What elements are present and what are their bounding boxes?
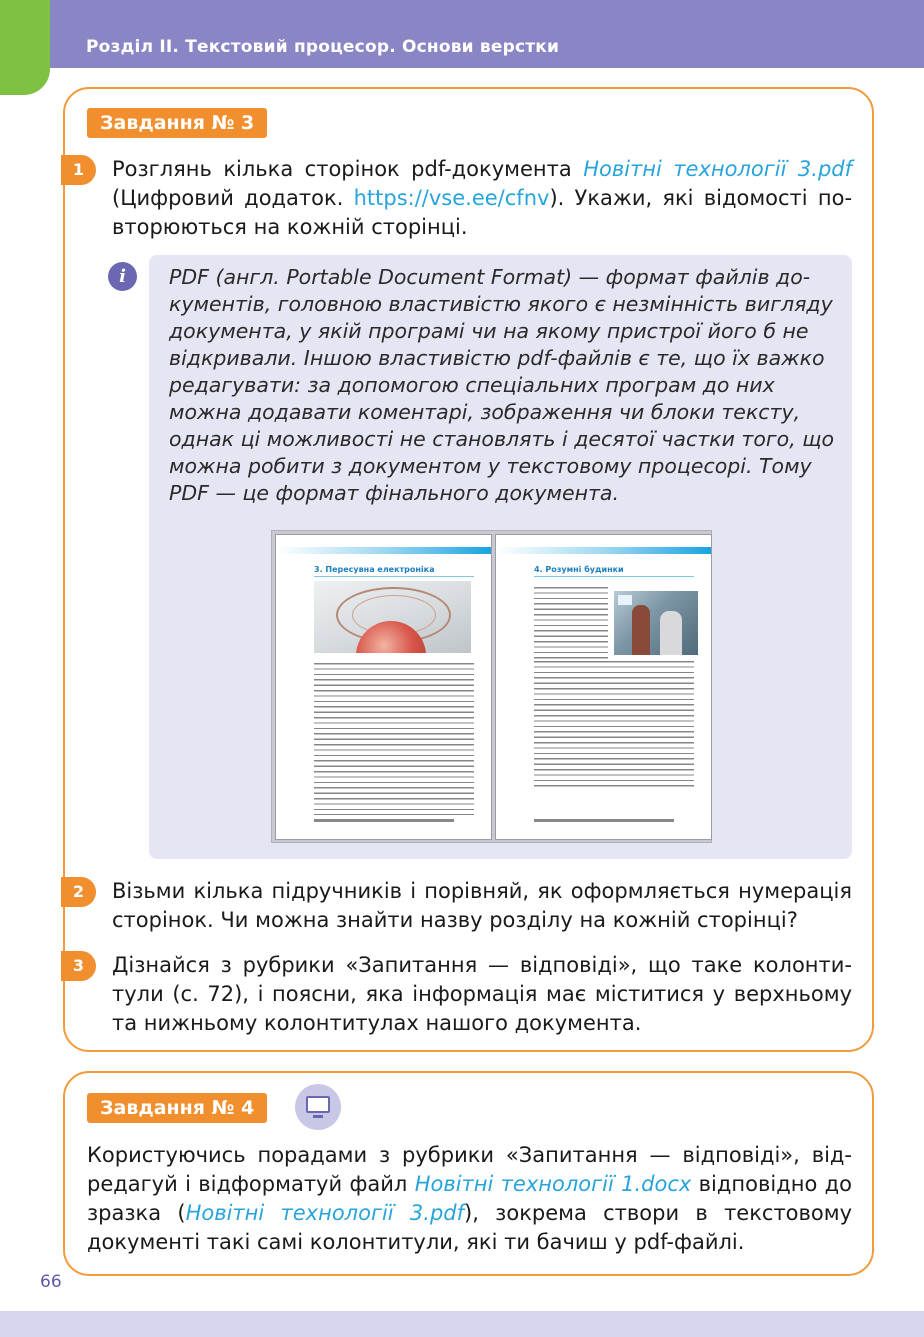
- info-panel: [149, 255, 852, 859]
- chapter-title: Розділ ІІ. Текстовий процесор. Основи верстки: [86, 37, 560, 57]
- pdf-left-body-text: [314, 663, 474, 815]
- pdf-right-body-text-top: [534, 587, 608, 659]
- file-link-new-tech-3-pdf[interactable]: Новітні технології 3.pdf: [583, 157, 852, 181]
- footer-bar: [0, 1311, 924, 1337]
- pdf-header-decor: [496, 547, 711, 554]
- file-link-new-tech-1-docx[interactable]: Новітні технології 1.docx: [414, 1172, 692, 1196]
- pdf-title-underline: [534, 576, 694, 577]
- smart-home-photo: [614, 591, 698, 655]
- pdf-page-left: [275, 534, 492, 840]
- task-4-text-start: Користуючись порадами з рубрики «Запитання — відповіді», відредагуй і відформатуй файл: [87, 1143, 852, 1196]
- header-bar: [0, 0, 924, 68]
- info-text: PDF (англ. Portable Document Format) — формат файлів документів, головною властивістю якого є незмінність вигляду документа, у якій програмі чи на якому пристрої його б не відкривали. Іншою властивістю pdf-файлів є те, що їх важко редагувати: за допомогою спеціальних програм до них можна додавати коментарі, зображення чи блоки тексту, однак ці можливості не становлять і десятої частки того, що можна робити з документом у текстовому процесорі. Тому PDF — це формат фінального документа.: [169, 265, 835, 505]
- pdf-left-footnote: [314, 819, 454, 822]
- pdf-header-decor: [276, 547, 491, 554]
- pdf-right-body-text: [534, 661, 694, 787]
- pdf-right-footnote: [534, 819, 674, 822]
- task-4-text-mid: відповідно до зразка (: [87, 1172, 852, 1225]
- task-4-text-end: ), зокрема створи в текстовому документі такі самі колонтитули, які ти бачиш у pdf-файлі.: [87, 1201, 853, 1254]
- task-4-text: [87, 1141, 852, 1257]
- page-number: 66: [40, 1272, 62, 1292]
- pdf-right-title: 4. Розумні будинки: [534, 565, 624, 574]
- task-4-label: Завдання № 4: [87, 1093, 267, 1123]
- item-number-2: 2: [61, 877, 96, 907]
- task-3-item-2: Візьми кілька підручників і порівняй, як оформляється нумерація сторінок. Чи можна знайти назву розділу на кожній сторінці?: [112, 879, 852, 932]
- item-1-text-start: Розглянь кілька сторінок pdf-документа: [112, 157, 584, 181]
- item-number-1: 1: [61, 155, 96, 185]
- task-3-box: [63, 87, 874, 1052]
- pdf-title-underline: [314, 576, 474, 577]
- pdf-page-right: [495, 534, 712, 840]
- task-4-box: [63, 1071, 874, 1276]
- item-1-text-end: ). Укажи, які відомості повторюються на кожній сторінці.: [112, 186, 853, 239]
- pdf-left-title: 3. Пересувна електроніка: [314, 565, 435, 574]
- digital-appendix-url[interactable]: https://vse.ee/cfnv: [353, 186, 550, 210]
- task-3-item-3: Дізнайся з рубрики «Запитання — відповіді», що таке колонтитули (с. 72), і поясни, яка інформація має міститися у верхньому та нижньому колонтитулах нашого документа.: [112, 953, 852, 1035]
- item-number-3: 3: [61, 951, 96, 981]
- contact-lens-photo: [314, 581, 471, 653]
- chapter-color-tab: [0, 0, 50, 95]
- info-icon: i: [108, 262, 137, 291]
- task-3-label: Завдання № 3: [87, 108, 267, 138]
- pdf-preview-image: [271, 530, 712, 843]
- monitor-icon: [295, 1084, 341, 1130]
- task-3-item-1: [112, 155, 852, 242]
- item-1-text-mid: (Цифровий додаток.: [112, 186, 354, 210]
- file-link-new-tech-3-pdf[interactable]: Новітні технології 3.pdf: [185, 1201, 465, 1225]
